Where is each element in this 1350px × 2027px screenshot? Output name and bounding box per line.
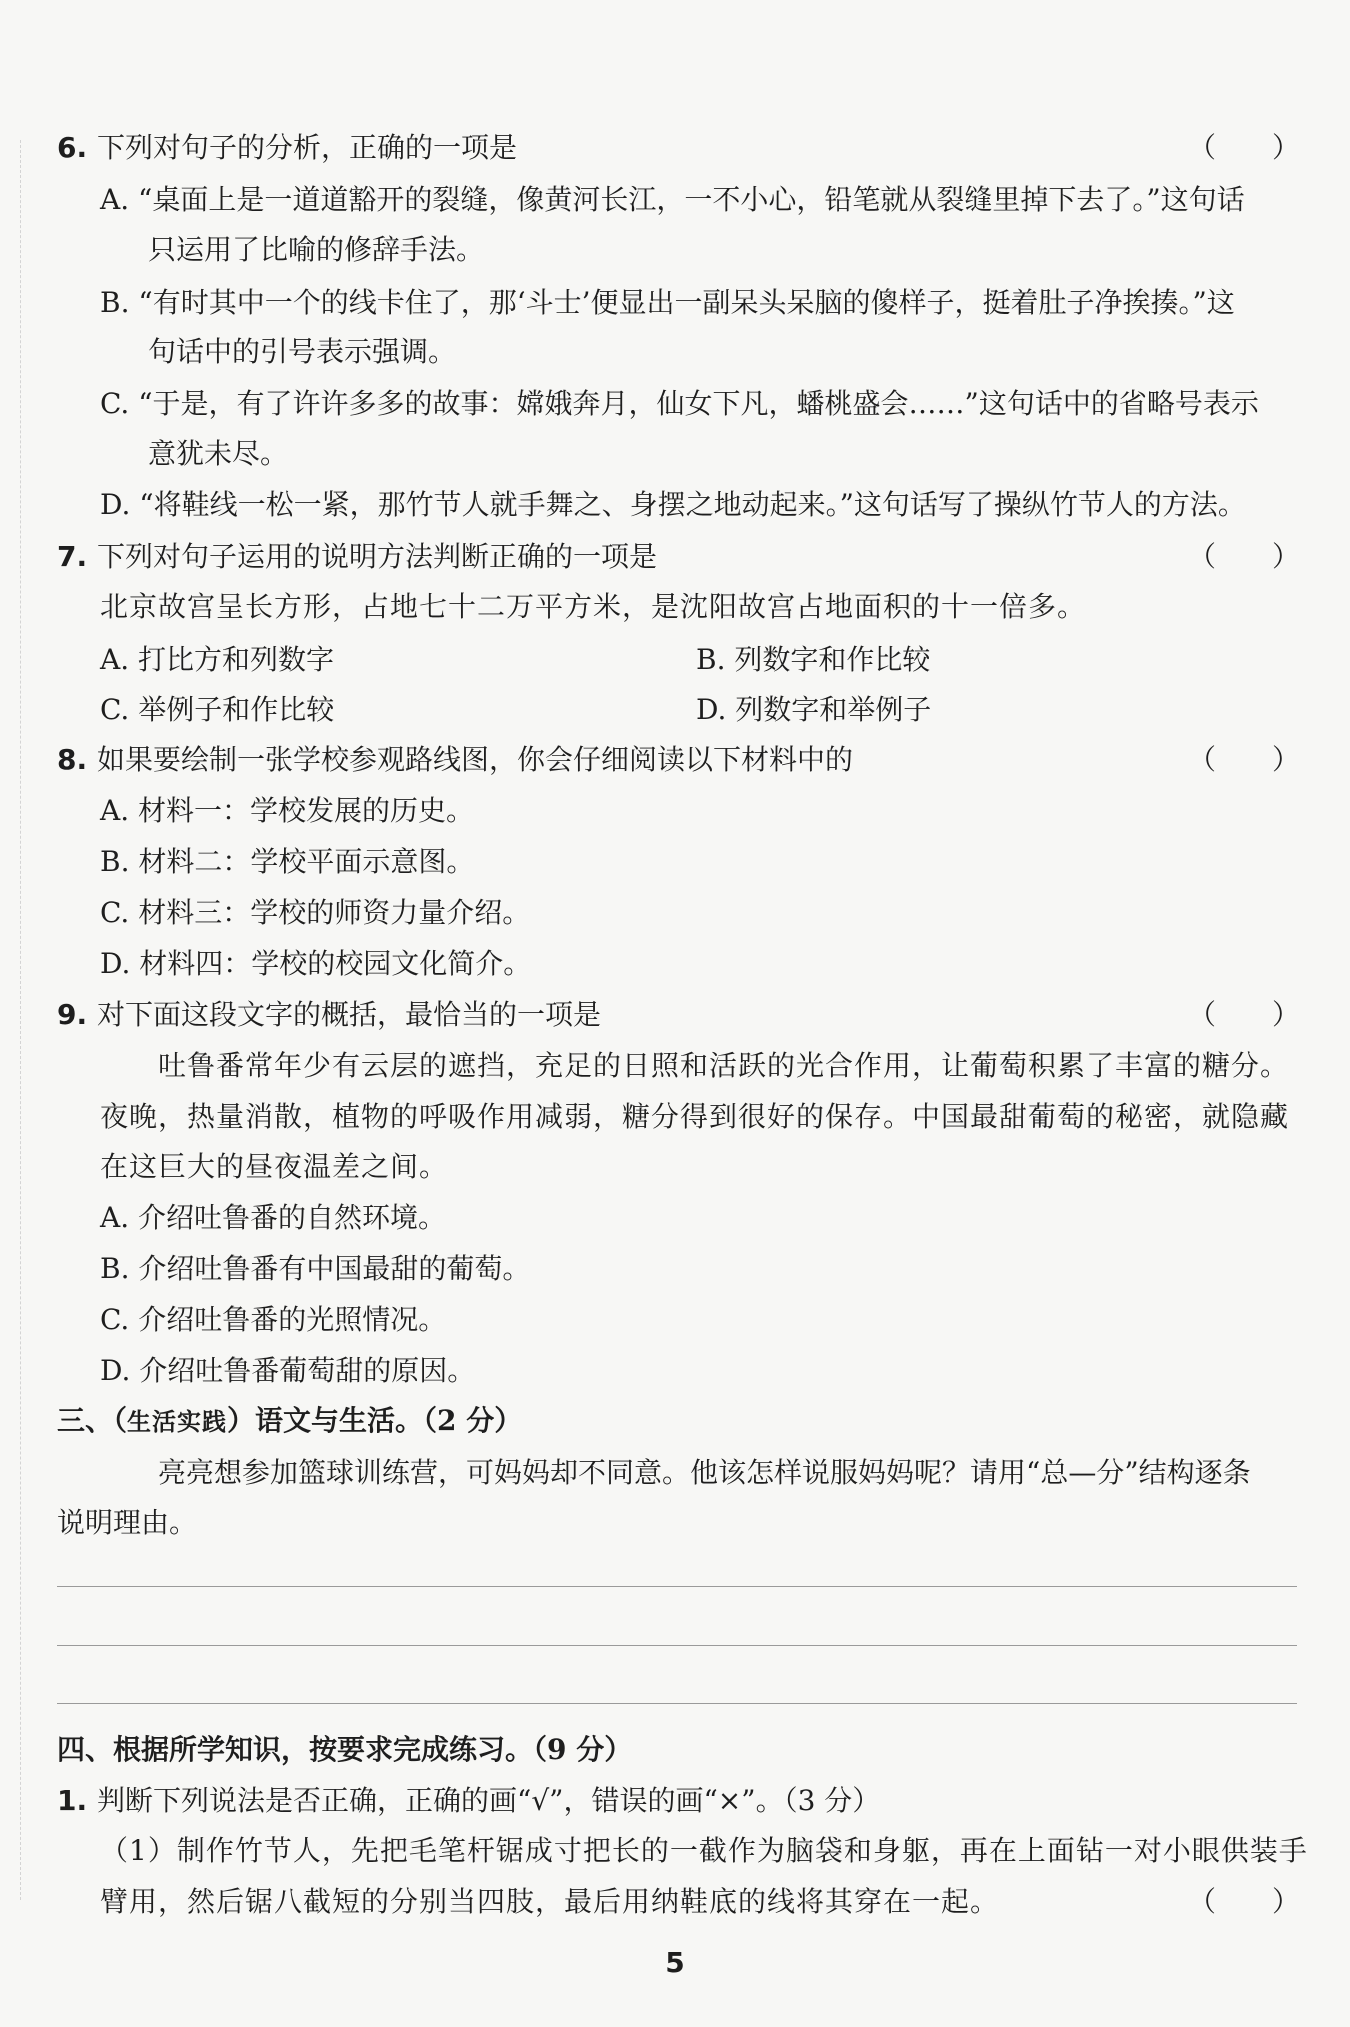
q6-stem bbox=[57, 128, 1350, 168]
q9-option-c: C. 介绍吐鲁番的光照情况。 bbox=[100, 1303, 447, 1336]
q6-number: 6. bbox=[57, 131, 88, 164]
q8-option-b: B. 材料二：学校平面示意图。 bbox=[100, 845, 475, 878]
q6-option-a: A. “桌面上是一道道豁开的裂缝，像黄河长江，一不小心，铅笔就从裂缝里掉下去了。”这句话 bbox=[100, 183, 1245, 216]
q9-text: 对下面这段文字的概括，最恰当的一项是 bbox=[97, 998, 602, 1031]
q8-text: 如果要绘制一张学校参观路线图，你会仔细阅读以下材料中的 bbox=[97, 743, 854, 776]
q7-option-d: D. 列数字和举例子 bbox=[696, 693, 932, 726]
q9-passage-line2: 夜晚，热量消散，植物的呼吸作用减弱，糖分得到很好的保存。中国最甜葡萄的秘密，就隐藏 bbox=[100, 1100, 1290, 1133]
q7-answer-paren[interactable]: （ ） bbox=[1187, 540, 1300, 573]
q7-sentence: 北京故宫呈长方形，占地七十二万平方米，是沈阳故宫占地面积的十一倍多。 bbox=[100, 590, 1087, 623]
s4-q1-number: 1. bbox=[57, 1784, 88, 1817]
q9-passage-line3: 在这巨大的昼夜温差之间。 bbox=[100, 1150, 449, 1183]
q8-stem bbox=[57, 740, 1350, 780]
q8-option-d: D. 材料四：学校的校园文化简介。 bbox=[100, 947, 532, 980]
q8-number: 8. bbox=[57, 743, 88, 776]
section-3-prompt-line2: 说明理由。 bbox=[57, 1506, 198, 1539]
q9-passage-line1: 吐鲁番常年少有云层的遮挡，充足的日照和活跃的光合作用，让葡萄积累了丰富的糖分。 bbox=[158, 1049, 1290, 1082]
s4-item1-line2: 臂用，然后锯八截短的分别当四肢，最后用纳鞋底的线将其穿在一起。 bbox=[100, 1885, 1000, 1918]
section-3-heading bbox=[57, 1401, 1350, 1442]
s4-item1-line1: （1）制作竹节人，先把毛笔杆锯成寸把长的一截作为脑袋和身躯，再在上面钻一对小眼供装手 bbox=[100, 1834, 1308, 1867]
q6-option-b: B. “有时其中一个的线卡住了，那‘斗士’便显出一副呆头呆脑的傻样子，挺着肚子净挨揍。”这 bbox=[100, 286, 1235, 319]
s4-q1-text: 判断下列说法是否正确，正确的画“√”，错误的画“×”。（3 分） bbox=[97, 1784, 881, 1817]
section-4-heading: 四、根据所学知识，按要求完成练习。（9 分） bbox=[57, 1733, 633, 1766]
q8-option-a: A. 材料一：学校发展的历史。 bbox=[100, 794, 475, 827]
q9-option-b: B. 介绍吐鲁番有中国最甜的葡萄。 bbox=[100, 1252, 531, 1285]
page-number: 5 bbox=[665, 1946, 685, 1979]
q8-option-c: C. 材料三：学校的师资力量介绍。 bbox=[100, 896, 531, 929]
answer-line-3[interactable] bbox=[57, 1703, 1297, 1704]
q7-option-b: B. 列数字和作比较 bbox=[696, 643, 931, 676]
q6-text: 下列对句子的分析，正确的一项是 bbox=[97, 131, 518, 164]
q7-text: 下列对句子运用的说明方法判断正确的一项是 bbox=[97, 540, 658, 573]
q9-stem bbox=[57, 995, 1350, 1035]
q8-answer-paren[interactable]: （ ） bbox=[1187, 743, 1300, 776]
answer-line-2[interactable] bbox=[57, 1645, 1297, 1646]
q7-number: 7. bbox=[57, 540, 88, 573]
q7-option-c: C. 举例子和作比较 bbox=[100, 693, 335, 726]
section-3-heading-pre: 三、（ bbox=[57, 1404, 128, 1437]
s4-q1-stem bbox=[57, 1781, 1350, 1821]
q9-option-d: D. 介绍吐鲁番葡萄甜的原因。 bbox=[100, 1354, 476, 1387]
q9-answer-paren[interactable]: （ ） bbox=[1187, 998, 1300, 1031]
q6-option-a-cont: 只运用了比喻的修辞手法。 bbox=[148, 233, 485, 266]
answer-line-1[interactable] bbox=[57, 1586, 1297, 1587]
section-3-tag: 生活实践 bbox=[127, 1407, 228, 1436]
q7-stem bbox=[57, 537, 1350, 577]
section-3-heading-post: ）语文与生活。（2 分） bbox=[227, 1404, 523, 1437]
q9-number: 9. bbox=[57, 998, 88, 1031]
q6-answer-paren[interactable]: （ ） bbox=[1187, 131, 1300, 164]
q7-option-a: A. 打比方和列数字 bbox=[100, 643, 335, 676]
section-3-prompt-line1: 亮亮想参加篮球训练营，可妈妈却不同意。他该怎样说服妈妈呢？请用“总—分”结构逐条 bbox=[158, 1456, 1251, 1489]
q9-option-a: A. 介绍吐鲁番的自然环境。 bbox=[100, 1201, 447, 1234]
q6-option-b-cont: 句话中的引号表示强调。 bbox=[148, 335, 457, 368]
q6-option-c: C. “于是，有了许许多多的故事：嫦娥奔月，仙女下凡，蟠桃盛会……”这句话中的省略号表示 bbox=[100, 387, 1259, 420]
s4-item1-answer-paren[interactable]: （ ） bbox=[1187, 1885, 1300, 1918]
q6-option-c-cont: 意犹未尽。 bbox=[148, 437, 289, 470]
q6-option-d: D. “将鞋线一松一紧，那竹节人就手舞之、身摆之地动起来。”这句话写了操纵竹节人的方法。 bbox=[100, 488, 1246, 521]
binding-margin bbox=[20, 140, 21, 1900]
